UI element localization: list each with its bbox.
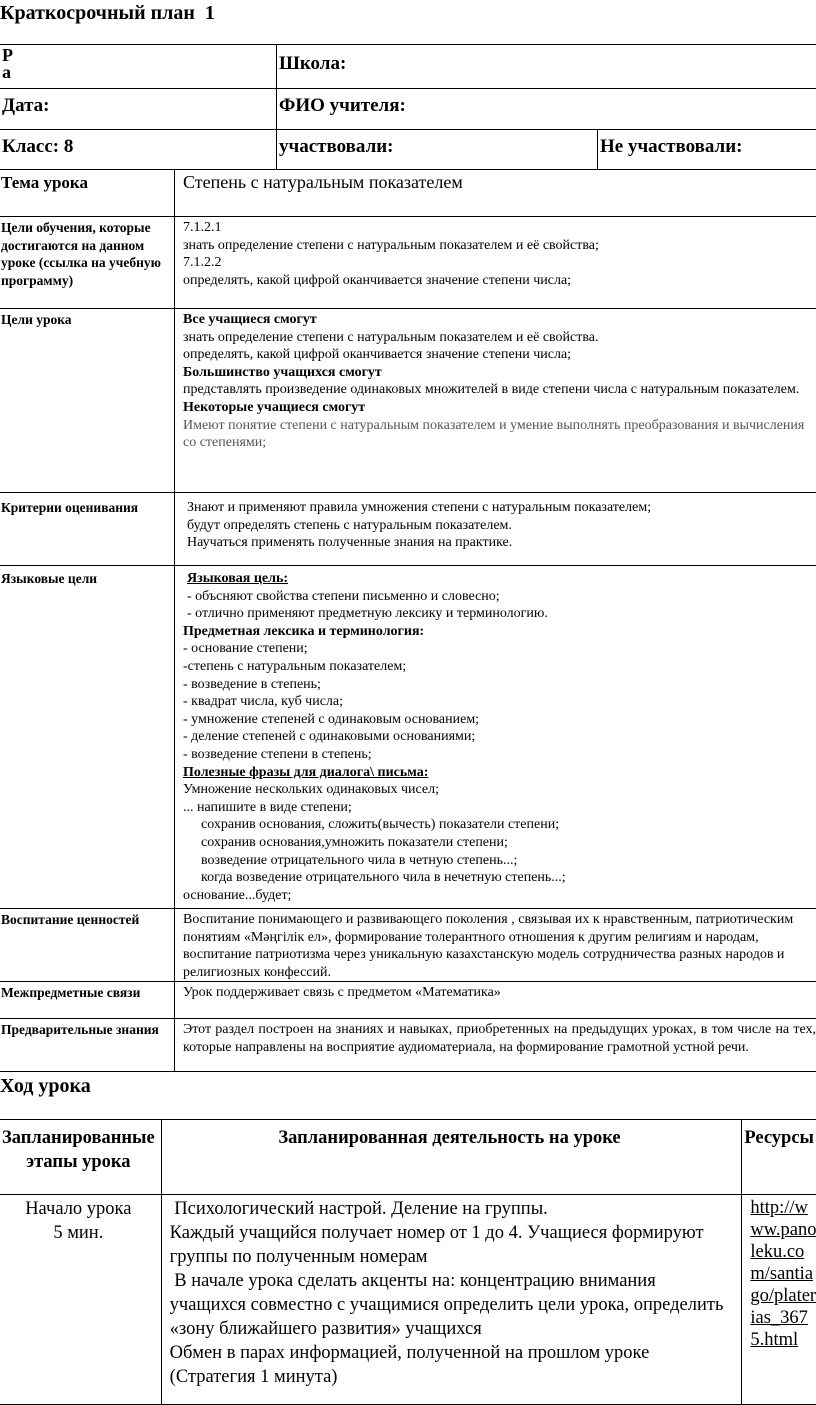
activity-line: Каждый учащийся получает номер от 1 до 4. Учащиеся формируют группы по полученным номерам bbox=[170, 1221, 736, 1269]
lang-goals-label: Языковые цели bbox=[0, 566, 175, 909]
prior-text: Этот раздел построен на знаниях и навыках, приобретенных на предыдущих уроках, в том числе на тех, которые направлены на восприятие аудиоматериала, на формирование грамотной устной речи. bbox=[175, 1019, 816, 1072]
resource-cell bbox=[742, 1195, 816, 1405]
list-item: - отлично применяют предметную лексику и терминологию. bbox=[183, 605, 812, 623]
some-students-text: Имеют понятие степени с натуральным показателем и умение выполнять преобразования и вычисления со степенями; bbox=[183, 417, 812, 452]
list-item: - объсняют свойства степени письменно и словесно; bbox=[183, 588, 812, 606]
list-item: основание...будет; bbox=[183, 887, 812, 905]
list-item: знать определение степени с натуральным показателем и её свойства. bbox=[183, 329, 812, 347]
list-item: - возведение в степень; bbox=[183, 676, 812, 694]
not-participated-field: Не участвовали: bbox=[598, 130, 816, 170]
class-field: Класс: 8 bbox=[0, 130, 277, 170]
phrases-title: Полезные фразы для диалога\ письма: bbox=[183, 764, 812, 782]
header-r1-left: Р а bbox=[0, 45, 277, 89]
most-students-text: представлять произведение одинаковых множителей в виде степени числа с натуральным показателем. bbox=[183, 381, 812, 399]
criteria-label: Критерии оценивания bbox=[0, 493, 175, 566]
lang-goal-title: Языковая цель: bbox=[183, 570, 812, 588]
course-table bbox=[0, 1119, 816, 1405]
participated-field: участвовали: bbox=[277, 130, 598, 170]
list-item: - возведение степени в степень; bbox=[183, 746, 812, 764]
list-item: - умножение степеней с одинаковым основанием; bbox=[183, 711, 812, 729]
list-item: определять, какой цифрой оканчивается значение степени числа; bbox=[183, 346, 812, 364]
goals-label: Цели обучения, которые достигаются на данном уроке (ссылка на учебную программу) bbox=[0, 217, 175, 309]
page-title: Краткосрочный план 1 bbox=[0, 2, 215, 25]
list-item: - основание степени; bbox=[183, 640, 812, 658]
school-field: Школа: bbox=[277, 45, 816, 89]
inter-label: Межпредметные связи bbox=[0, 982, 175, 1019]
list-item: Знают и применяют правила умножения степени с натуральным показателем; bbox=[187, 499, 812, 517]
goal-text: определять, какой цифрой оканчивается значение степени числа; bbox=[183, 272, 812, 290]
list-item: Научаться применять полученные знания на практике. bbox=[187, 534, 812, 552]
list-item: сохранив основания, сложить(вычесть) показатели степени; bbox=[183, 816, 812, 834]
activity-line: Обмен в парах информацией, полученной на прошлом уроке (Стратегия 1 минута) bbox=[170, 1341, 736, 1389]
most-students-title: Большинство учащихся смогут bbox=[183, 364, 812, 382]
goal-text: знать определение степени с натуральным показателем и её свойства; bbox=[183, 237, 812, 255]
plan-table bbox=[0, 169, 816, 1072]
date-field: Дата: bbox=[0, 89, 277, 130]
values-label: Воспитание ценностей bbox=[0, 909, 175, 982]
lesson-goals-cell bbox=[175, 309, 816, 493]
criteria-cell bbox=[175, 493, 816, 566]
header-table bbox=[0, 44, 816, 170]
topic-label: Тема урока bbox=[0, 170, 175, 217]
list-item: будут определять степень с натуральным показателем. bbox=[187, 517, 812, 535]
list-item: сохранив основания,умножить показатели степени; bbox=[183, 834, 812, 852]
prior-label: Предварительные знания bbox=[0, 1019, 175, 1072]
activity-cell bbox=[161, 1195, 742, 1405]
activity-line: Психологический настрой. Деление на группы. bbox=[170, 1197, 736, 1221]
list-item: -степень с натуральным показателем; bbox=[183, 658, 812, 676]
values-text: Воспитание понимающего и развивающего поколения , связывая их к нравственным, патриотическим понятиям «Мәңгілік ел», формирование толерантного отношения к другим религиям и народам, воспитание патриотизма через уникальную казахстанскую модель сотрудничества разных народов и религиозных конфессий. bbox=[175, 909, 816, 982]
col-resources-header: Ресурсы bbox=[742, 1120, 816, 1195]
goal-code: 7.1.2.1 bbox=[183, 219, 812, 237]
list-item: возведение отрицательного чила в четную степень...; bbox=[183, 852, 812, 870]
all-students-title: Все учащиеся смогут bbox=[183, 311, 812, 329]
col-activity-header: Запланированная деятельность на уроке bbox=[161, 1120, 742, 1195]
goal-code: 7.1.2.2 bbox=[183, 254, 812, 272]
lang-goals-cell bbox=[175, 566, 816, 909]
course-title: Ход урока bbox=[0, 1075, 91, 1098]
inter-text: Урок поддерживает связь с предметом «Математика» bbox=[175, 982, 816, 1019]
list-item: ... напишите в виде степени; bbox=[183, 799, 812, 817]
list-item: - деление степеней с одинаковыми основаниями; bbox=[183, 728, 812, 746]
vocab-title: Предметная лексика и терминология: bbox=[183, 623, 812, 641]
list-item: - квадрат числа, куб числа; bbox=[183, 693, 812, 711]
topic-value: Степень с натуральным показателем bbox=[175, 170, 816, 217]
resource-link[interactable]: http://www.panoleku.com/santiago/platerias_3675.html bbox=[750, 1198, 816, 1350]
col-stages-header: Запланированные этапы урока bbox=[0, 1120, 161, 1195]
activity-line: В начале урока сделать акценты на: концентрацию внимания учащихся совместно с учащимися определить цели урока, определить «зону ближайшего развития» учащихся bbox=[170, 1269, 736, 1341]
list-item: Умножение нескольких одинаковых чисел; bbox=[183, 781, 812, 799]
goals-cell bbox=[175, 217, 816, 309]
lesson-goals-label: Цели урока bbox=[0, 309, 175, 493]
list-item: когда возведение отрицательного чила в нечетную степень...; bbox=[183, 869, 812, 887]
stage-cell: Начало урока 5 мин. bbox=[0, 1195, 161, 1405]
teacher-field: ФИО учителя: bbox=[277, 89, 816, 130]
some-students-title: Некоторые учащиеся смогут bbox=[183, 399, 812, 417]
